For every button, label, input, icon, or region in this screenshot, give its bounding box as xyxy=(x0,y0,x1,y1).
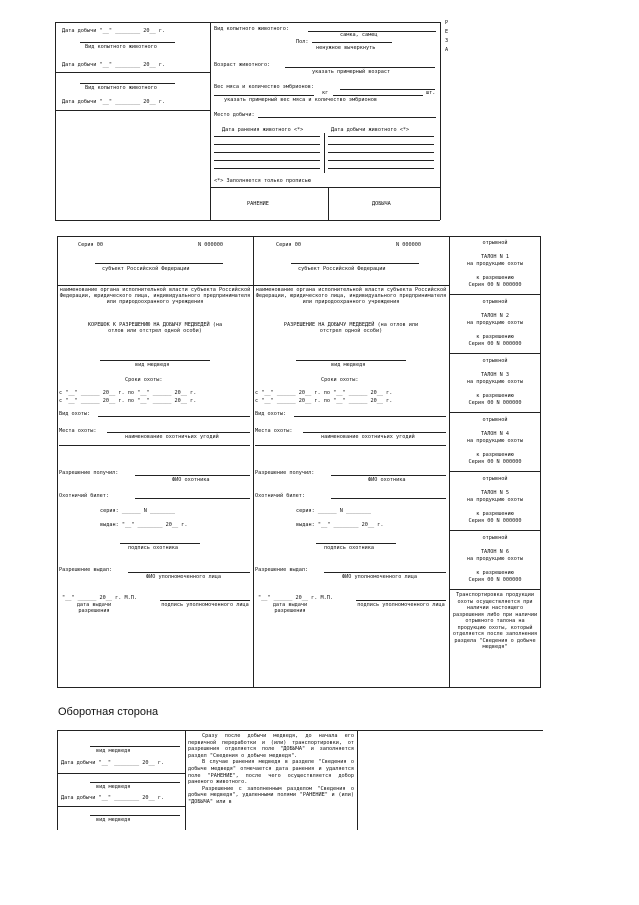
stub-subject: субъект Российской Федерации xyxy=(102,266,190,272)
talon-tear-label: отрывной xyxy=(482,358,508,364)
talon-subtitle: на продукцию охоты xyxy=(466,379,524,385)
talon-subtitle: на продукцию охоты xyxy=(466,497,524,503)
stub-issued: выдан: "__" ________ 20__ г. xyxy=(100,522,188,528)
main-org: наименование органа исполнительной власти субъекта Российской Федерации, юридического лица, индивидуального предпринимателя или природоохранного учреждения xyxy=(255,287,447,305)
stub-date-mp: "__" ______ 20__ г. М.П. xyxy=(62,595,137,601)
side-letter-a: А xyxy=(445,47,449,53)
main-issued-by: Разрешение выдал: xyxy=(255,567,309,573)
transport-note: Транспортировка продукции охоты осуществляется при наличии настоящего разрешения либо при наличии отрывного талона на продукцию охоты, который отделяется после заполнения раздела "Сведения о добыче медведя" xyxy=(452,592,538,650)
talon-4[interactable] xyxy=(449,413,541,472)
talon-3[interactable] xyxy=(449,354,541,413)
sex-hint: самка, самец xyxy=(340,32,378,38)
talon-serial: Серия 00 N 000000 xyxy=(468,459,522,465)
stub-date-issue: дата выдачи разрешения xyxy=(76,602,112,614)
talon-tear-label: отрывной xyxy=(482,240,508,246)
talon-title: ТАЛОН N 5 xyxy=(480,490,510,496)
stub-hunter-sign: подпись охотника xyxy=(128,545,178,551)
talon-1[interactable] xyxy=(449,236,541,295)
instruction-paragraph-3: Разрешение с заполненным разделом "Сведения о добыче медведя", удаленными полями "РАНЕНИЕ" и (или) "ДОБЫЧА" или в xyxy=(188,785,354,805)
kill-date-label: Дата добычи животного <*> xyxy=(331,127,410,133)
talon-title: ТАЛОН N 1 xyxy=(480,254,510,260)
talon-permit-ref: к разрешению xyxy=(476,393,514,399)
talon-5[interactable] xyxy=(449,472,541,531)
talon-subtitle: на продукцию охоты xyxy=(466,438,524,444)
talon-serial: Серия 00 N 000000 xyxy=(468,518,522,524)
tab-wound[interactable]: РАНЕНИЕ xyxy=(247,201,269,207)
main-species-hint: вид медведя xyxy=(331,362,366,368)
rev-species-2: вид медведя xyxy=(96,784,131,790)
reverse-heading: Оборотная сторона xyxy=(58,706,159,718)
animal-species-1: Вид копытного животного xyxy=(85,44,157,50)
talon-tear-label: отрывной xyxy=(482,535,508,541)
main-number: N 000000 xyxy=(396,242,421,248)
side-letter-z: З xyxy=(445,38,449,44)
talon-permit-ref: к разрешению xyxy=(476,334,514,340)
weight-pcs: шт. xyxy=(426,90,436,96)
place-label: Место добычи: xyxy=(214,112,255,118)
main-received: Разрешение получил: xyxy=(255,470,315,476)
stub-grounds-hint: наименование охотничьих угодий xyxy=(125,434,219,440)
talon-title: ТАЛОН N 6 xyxy=(480,549,510,555)
wound-date-label: Дата ранения животного <*> xyxy=(222,127,304,133)
main-hunter-sign: подпись охотника xyxy=(324,545,374,551)
sex-label: Пол: xyxy=(296,39,309,45)
instruction-paragraph-1: Сразу после добычи медведя, до начала его первичной переработки и (или) транспортировки, от разрешения отделяется поле "ДОБЫЧА" и заполняется раздел "Сведения о добыче медведя". xyxy=(188,733,354,759)
main-grounds-hint: наименование охотничьих угодий xyxy=(321,434,415,440)
talon-title: ТАЛОН N 3 xyxy=(480,372,510,378)
talon-permit-ref: к разрешению xyxy=(476,570,514,576)
stub-org: наименование органа исполнительной власти субъекта Российской Федерации, юридического лица, индивидуального предпринимателя или природоохранного учреждения xyxy=(59,287,251,305)
main-title: РАЗРЕШЕНИЕ НА ДОБЫЧУ МЕДВЕДЕЙ (на отлов или отстрел одной особи) xyxy=(283,322,419,334)
stub-hunter-name: ФИО охотника xyxy=(172,477,210,483)
reverse-instructions xyxy=(188,733,354,830)
main-term-2: с "__" ______ 20__ г. по "__" ______ 20__ г. xyxy=(255,398,393,404)
talon-tear-label: отрывной xyxy=(482,299,508,305)
sex-underline: ненужное вычеркнуть xyxy=(316,45,376,51)
kill-date-1: Дата добычи "__" ________ 20__ г. xyxy=(62,28,166,34)
weight-label: Вес мяса и количество эмбрионов: xyxy=(214,84,314,90)
stub-official-sign: подпись уполномоченного лица xyxy=(161,602,249,608)
main-terms: Сроки охоты: xyxy=(321,377,359,383)
talon-subtitle: на продукцию охоты xyxy=(466,556,524,562)
main-issued: выдан: "__" ________ 20__ г. xyxy=(296,522,384,528)
talon-title: ТАЛОН N 2 xyxy=(480,313,510,319)
talon-serial: Серия 00 N 000000 xyxy=(468,282,522,288)
talon-subtitle: на продукцию охоты xyxy=(466,261,524,267)
main-date-mp: "__" ______ 20__ г. М.П. xyxy=(258,595,333,601)
stub-received: Разрешение получил: xyxy=(59,470,119,476)
talon-6[interactable] xyxy=(449,531,541,590)
rev-date-1: Дата добычи "__" ________ 20__ г. xyxy=(61,760,165,766)
species-label: Вид копытного животного: xyxy=(214,26,289,32)
talon-permit-ref: к разрешению xyxy=(476,452,514,458)
talon-serial: Серия 00 N 000000 xyxy=(468,341,522,347)
talon-subtitle: на продукцию охоты xyxy=(466,320,524,326)
talon-tear-label: отрывной xyxy=(482,417,508,423)
main-series-n: серия: ______ N ________ xyxy=(296,508,371,514)
side-letter-r: Р xyxy=(445,20,449,26)
animal-species-2: Вид копытного животного xyxy=(85,85,157,91)
rev-species-3: вид медведя xyxy=(96,817,131,823)
talon-tear-label: отрывной xyxy=(482,476,508,482)
stub-issued-by: Разрешение выдал: xyxy=(59,567,113,573)
main-series: Серия 00 xyxy=(276,242,301,248)
main-hunt-places: Места охоты: xyxy=(255,428,293,434)
main-ticket: Охотничий билет: xyxy=(255,493,305,499)
talon-serial: Серия 00 N 000000 xyxy=(468,577,522,583)
stub-series-n: серия: ______ N ________ xyxy=(100,508,175,514)
stub-ticket: Охотничий билет: xyxy=(59,493,109,499)
stub-title: КОРЕШОК К РАЗРЕШЕНИЮ НА ДОБЫЧУ МЕДВЕДЕЙ (на отлов или отстрел одной особи) xyxy=(87,322,223,334)
instruction-paragraph-2: В случае ранения медведя в разделе "Сведения о добыче медведя" отмечается дата ранения и удаляется поле "РАНЕНИЕ", после чего осуществляется добор раненого животного. xyxy=(188,759,354,786)
kill-date-2: Дата добычи "__" ________ 20__ г. xyxy=(62,62,166,68)
talon-title: ТАЛОН N 4 xyxy=(480,431,510,437)
stub-hunt-type: Вид охоты: xyxy=(59,411,91,417)
age-hint: указать примерный возраст xyxy=(312,69,391,75)
talon-2[interactable] xyxy=(449,295,541,354)
kill-date-3: Дата добычи "__" ________ 20__ г. xyxy=(62,99,166,105)
rev-date-2: Дата добычи "__" ________ 20__ г. xyxy=(61,795,165,801)
main-term-1: с "__" ______ 20__ г. по "__" ______ 20__ г. xyxy=(255,390,393,396)
stub-official-name: ФИО уполномоченного лица xyxy=(146,574,221,580)
stub-hunt-places: Места охоты: xyxy=(59,428,97,434)
stub-species-hint: вид медведя xyxy=(135,362,170,368)
talon-permit-ref: к разрешению xyxy=(476,275,514,281)
weight-hint: указать примерный вес мяса и количество эмбрионов xyxy=(224,97,378,103)
main-hunter-name: ФИО охотника xyxy=(368,477,406,483)
main-official-sign: подпись уполномоченного лица xyxy=(357,602,445,608)
stub-number: N 000000 xyxy=(198,242,223,248)
side-letter-e: Е xyxy=(445,29,449,35)
age-label: Возраст животного: xyxy=(214,62,271,68)
stub-terms: Сроки охоты: xyxy=(125,377,163,383)
main-subject: субъект Российской Федерации xyxy=(298,266,386,272)
stub-term-1: с "__" ______ 20__ г. по "__" ______ 20__ г. xyxy=(59,390,197,396)
main-official-name: ФИО уполномоченного лица xyxy=(342,574,417,580)
rev-species-1: вид медведя xyxy=(96,748,131,754)
tab-kill[interactable]: ДОБЫЧА xyxy=(372,201,391,207)
weight-kg: кг xyxy=(322,90,329,96)
talon-permit-ref: к разрешению xyxy=(476,511,514,517)
stub-term-2: с "__" ______ 20__ г. по "__" ______ 20__ г. xyxy=(59,398,197,404)
footnote: <*> Заполняется только прописью xyxy=(214,178,311,184)
talon-serial: Серия 00 N 000000 xyxy=(468,400,522,406)
main-hunt-type: Вид охоты: xyxy=(255,411,287,417)
stub-series: Серия 00 xyxy=(78,242,103,248)
main-date-issue: дата выдачи разрешения xyxy=(272,602,308,614)
